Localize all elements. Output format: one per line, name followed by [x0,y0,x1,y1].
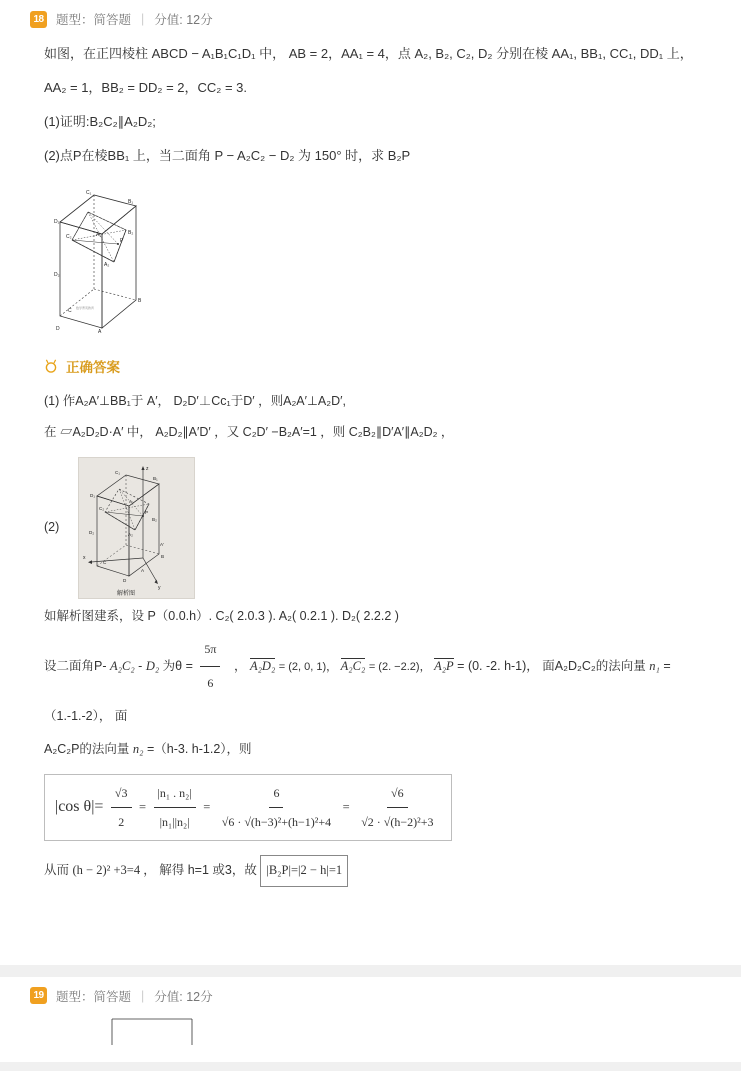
answer-line4-a: 设二面角P‐ [44,659,107,674]
answer-line-4: 设二面角P‐ A₂C₂ ‐ D₂ 为θ = $\frac{5\pi}{6}$ ， A₂D₂ = (2, 0, 1)， A₂C₂ = (2. −2.2)， A₂P = (0. -2. h-1)， 面A₂D₂C₂的法向量 n₁ =（1.-1.-2）， 面 [44,634,701,732]
formula-frac3-num: 6 [269,780,283,808]
vector-A2D2-value: = (2, 0, 1)， [278,661,338,674]
partial-prism-icon [100,1015,200,1045]
vector-A2P: A₂P [434,659,454,674]
formula-frac-1 [111,780,132,836]
formula-frac1-num: √3 [111,780,132,808]
question-score-label: 分值: 12分 [154,13,213,27]
answer-part2-label: (2) [44,520,60,534]
fig2-caption: 解析图 [117,590,136,597]
answer-body [0,382,741,887]
answer-line-3: 如解析图建系，设 P（0.0.h）. C₂( 2.0.3 ). A₂( 0.2.1 ). D₂( 2.2.2 ) [44,608,399,623]
vector-A2P-value: = (0. -2. h-1)， [457,659,539,674]
fig-label-A: A [98,328,102,333]
answer-line6-c: 解得 h=1 或3，故 [159,863,257,878]
fig2-label-A: A [141,567,145,573]
formula-frac2-den: |n₁||n₂| [159,815,190,830]
fig2-label-B1: B₁ [153,475,158,481]
fraction-denominator: 6 [207,676,214,691]
vector-A2C2-value: = (2. −2.2)， [368,661,431,674]
fig2-label-Aprime: A′ [160,541,164,547]
fraction-numerator: 5π [200,634,220,667]
answer-line-6 [44,855,701,887]
answer-line-1: (1) 作A₂A′⊥BB₁于 A′， D₂D′⊥Cc₁于D′ ，则A₂A′⊥A₂D′, [44,393,346,408]
answer-line6-a: 从而 [44,863,70,878]
answer-line6-b: (h − 2)² +3=4 ， [72,863,156,878]
answer-line4-b: A₂C₂ [110,659,135,674]
formula-frac1-den: 2 [118,815,125,830]
fig2-axis-x: x [83,554,86,561]
vector-A2D2: A₂D₂ [249,659,276,674]
formula-frac-4 [357,780,437,836]
cos-theta-formula-box [44,774,452,842]
answer-line4-d: D₂ [145,659,160,674]
answer-part2-row [44,457,701,599]
formula-equals-3: = [342,799,350,814]
fig-label-A2: A₂ [104,261,110,268]
question-type-label-19: 题型：简答题 [56,989,132,1004]
meta-separator: | [141,12,145,26]
question-stem-line-2: AA₂ = 1，BB₂ = DD₂ = 2，CC₂ = 3. [44,79,247,95]
question-header-19 [0,977,741,1015]
answer-section-header [0,340,741,382]
fig-label-D1: D₁ [54,218,60,225]
normal-n2: n₂ [132,742,144,757]
formula-frac3-den: √6 · √(h−3)²+(h−1)²+4 [221,815,332,830]
card-bottom-spacer [0,891,741,951]
fig2-label-P: P [145,509,149,515]
question-number-badge: 18 [30,11,47,28]
answer-figure-box [78,457,195,599]
fraction-5pi-6 [200,634,220,699]
normal-n2-value: =（h-3. h-1.2），则 [147,742,252,757]
fig2-label-B2: B₂ [152,516,157,522]
question-body [0,38,741,170]
normal-n1: n₁ [649,659,660,674]
fig2-label-D1: D₁ [90,492,95,498]
fig-label-B2: B₂ [128,229,134,236]
card-gap [0,965,741,977]
question-score-label-19: 分值: 12分 [154,989,213,1004]
final-answer-boxed: |B₂P|=|2 − h|=1 [260,855,348,887]
formula-lhs: |cos θ|= [55,797,104,815]
answer-title: 正确答案 [66,359,120,375]
fig-watermark: 数学菁英教育 [76,305,95,310]
answer-line4-c: ‐ [138,659,143,674]
formula-frac-2 [154,780,196,836]
question-stem-line-1: 如图，在正四棱柱 ABCD − A₁B₁C₁D₁ 中， AB = 2，AA₁ = 4，点 A₂, B₂, C₂, D₂ 分别在棱 AA₁, BB₁, CC₁, DD₁ 上， [44,46,693,61]
question-type-label: 题型：简答题 [56,13,132,27]
fig2-label-A2: A₂ [128,531,133,537]
formula-frac2-num: |n₁ . n₂| [154,780,196,808]
fig2-label-C: C [103,559,107,565]
formula-frac4-num: √6 [387,780,408,808]
question-figure-wrapper [0,176,741,340]
plane-A2D2C2-label: 面A₂D₂C₂的法向量 [542,659,646,674]
question-sub-2: (2)点P在棱BB₁ 上，当二面角 P − A₂C₂ − D₂ 为 150° 时，求 B₂P [44,147,411,163]
fig2-axis-y: y [158,584,161,591]
formula-equals-2: = [203,799,211,814]
fig2-label-C2: C₂ [99,505,105,511]
fig-label-C: C [68,307,72,314]
fig-label-C1: C₁ [86,189,92,196]
fig-label-C2: C₂ [66,233,72,240]
fig2-label-D: D [123,577,127,583]
fig-label-D2: D₂ [54,271,60,278]
plane2-prefix: 面 [114,708,128,723]
fig-label-D: D [56,325,60,332]
prism-analysis-figure-icon [79,458,194,598]
fig-label-A1: A₁ [96,231,102,238]
normal-n1-value: =（1.-1.-2）， [44,659,671,723]
fig2-label-A1: A₁ [129,498,134,504]
answer-line4-e: 为θ = [162,659,193,674]
fig-label-B: B [138,297,142,304]
prism-figure-icon [54,188,154,333]
formula-frac4-den: √2 · √(h−2)²+3 [361,815,434,830]
question-number-badge-19: 19 [30,987,47,1004]
formula-equals-1: = [138,799,147,814]
fig-label-B1: B₁ [128,198,134,205]
fig2-label-B: B [161,553,165,559]
fig2-label-C1: C₁ [115,469,120,475]
answer-line-2: 在 ▱A₂D₂D·A′ 中， A₂D₂∥A′D′ ，又 C₂D′ −B₂A′=1 ，则 C₂B₂∥D′A′∥A₂D₂ ， [44,425,454,440]
question-card-19 [0,977,741,1062]
vector-A2C2: A₂C₂ [340,659,366,674]
question-19-figure-wrapper [0,1015,741,1048]
fig-label-P: P [120,237,124,244]
formula-frac-3 [218,780,335,836]
plane-A2C2P-label: A₂C₂P的法向量 [44,742,130,757]
fig2-label-D2: D₂ [89,529,95,535]
medal-icon [44,359,58,373]
fig2-axis-z: z [146,465,149,472]
meta-separator-19: | [141,988,145,1003]
question-header [0,0,741,38]
answer-line-5 [44,736,701,764]
question-sub-1: (1)证明:B₂C₂∥A₂D₂; [44,113,156,129]
